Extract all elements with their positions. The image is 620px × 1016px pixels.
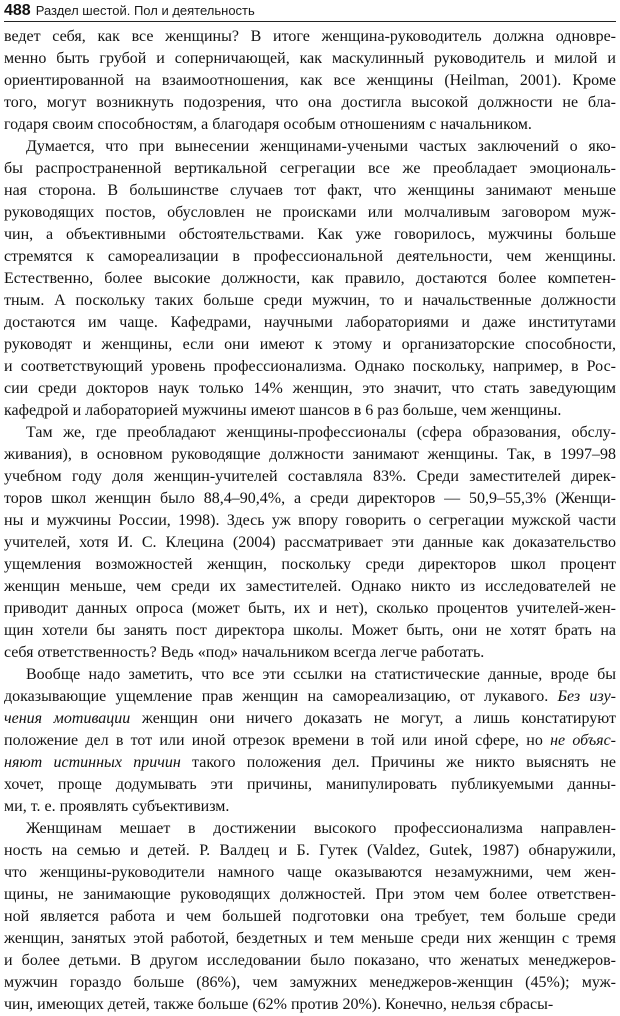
text-line: достаются им чаще. Кафедрами, научными лабораториями и даже институтами — [4, 314, 616, 331]
paragraph — [4, 818, 616, 1016]
paragraph — [4, 26, 616, 136]
text-line: ущемления возможностей женщин, поскольку среди директоров школ процент — [4, 556, 616, 573]
paragraph — [4, 136, 616, 422]
paragraph — [4, 664, 616, 818]
text-line: Думается, что при вынесении женщинами-учеными частых заключений о яко- — [26, 138, 616, 155]
running-header — [4, 2, 255, 22]
text-line: доказывающие ущемление прав женщин на самореализацию, от лукавого. Без изу- — [4, 688, 616, 705]
text-line: Там же, где преобладают женщины-профессионалы (сфера образования, обслу- — [26, 424, 616, 441]
text-line: ная сторона. В большинстве случаев тот факт, что женщины занимают меньше — [4, 182, 616, 199]
text-line: и более детьми. В другом исследовании было показано, что женатых менеджеров- — [4, 952, 616, 969]
text-line: Вообще надо заметить, что все эти ссылки на статистические данные, вроде бы — [26, 666, 616, 683]
text-line: щины, не занимающие руководящих должностей. При этом чем более ответствен- — [4, 886, 616, 903]
text-line: и соответствующий уровень профессионализма. Однако поскольку, например, в Рос- — [4, 358, 616, 375]
text-line: положение дел в тот или иной отрезок времени в той или иной сфере, но не объяс- — [4, 732, 617, 749]
text-line: себя ответственность? Ведь «под» начальником всегда легче работать. — [4, 644, 485, 661]
text-line: женщин меньше, чем среди их заместителей. Однако никто из исследователей не — [4, 578, 616, 595]
text-line: руководят и женщины, если они имеют к этому и организаторские способности, — [4, 336, 616, 353]
text-line: того, могут возникнуть подозрения, что она достигла высокой должности не бла- — [4, 94, 616, 111]
text-line: руководящих постов, обусловлен не происками или молчаливым заговором муж- — [4, 204, 616, 221]
section-title: Раздел шестой. Пол и деятельность — [35, 3, 255, 18]
text-line: тным. А поскольку таких больше среди мужчин, то и начальственные должности — [4, 292, 616, 309]
text-line: ведет себя, как все женщины? В итоге женщина-руководитель должна одновре- — [4, 28, 616, 45]
text-line: чения мотивации женщин они ничего доказать не могут, а лишь констатируют — [4, 710, 616, 727]
text-line: сии среди докторов наук только 14% женщин, это значит, что стать заведующим — [4, 380, 616, 397]
text-line: что женщины-руководители намного чаще оказываются незамужними, чем жен- — [4, 864, 616, 881]
text-line: хочет, проще додумывать эти причины, манипулировать публикуемыми данны- — [4, 776, 616, 793]
body-text — [4, 26, 616, 1016]
text-line: менно быть грубой и соперничающей, как маскулинный руководитель и милой и — [4, 50, 616, 67]
text-line: ми, т. е. проявлять субъективизм. — [4, 798, 230, 815]
text-line: торов школ женщин было 88,4–90,4%, а среди директоров — 50,9–55,3% (Женщи- — [4, 490, 616, 507]
text-line: ны и мужчины России, 1998). Здесь уж впору говорить о сегрегации мужской части — [4, 512, 616, 529]
page-number: 488 — [4, 2, 31, 19]
text-line: чин, имеющих детей, также больше (62% против 20%). Конечно, нельзя сбрасы- — [4, 996, 554, 1013]
header-divider — [4, 21, 616, 22]
text-line: няют истинных причин такого положения дел. Причины же никто выяснять не — [4, 754, 616, 771]
text-line: ность на семью и детей. Р. Валдец и Б. Гутек (Valdez, Gutek, 1987) обнаружили, — [4, 842, 616, 859]
text-line: учебном году доля женщин-учителей составляла 83%. Среди заместителей дирек- — [4, 468, 616, 485]
text-line: живания), в основном руководящие должности занимают женщины. Так, в 1997–98 — [4, 446, 616, 463]
text-line: бы распространенной вертикальной сегрегации все же преобладает эмоциональ- — [4, 160, 616, 177]
paragraph — [4, 422, 616, 664]
text-line: мужчин гораздо больше (86%), чем замужних менеджеров-женщин (45%); муж- — [4, 974, 616, 991]
text-line: ориентированной на взаимоотношения, как все женщины (Heilman, 2001). Кроме — [4, 72, 616, 89]
text-line: кафедрой и лабораторией мужчины имеют шансов в 6 раз больше, чем женщины. — [4, 402, 562, 419]
text-line: щин хотели бы занять пост директора школы. Может быть, они не хотят брать на — [4, 622, 616, 639]
text-line: приводит данных опроса (может быть, их и нет), сколько процентов учителей-жен- — [4, 600, 616, 617]
text-line: женщин, занятых этой работой, бездетных и тем меньше среди них женщин с тремя — [4, 930, 616, 947]
text-line: Естественно, более высокие должности, как правило, достаются более компетен- — [4, 270, 616, 287]
text-line: ной является работа и чем большей подготовки она требует, тем больше среди — [4, 908, 616, 925]
text-line: стремятся к самореализации в профессиональной деятельности, чем женщины. — [4, 248, 616, 265]
text-line: чин, а объективными обстоятельствами. Как уже говорилось, мужчины больше — [4, 226, 616, 243]
text-line: учителей, хотя И. С. Клецина (2004) рассматривает эти данные как доказательство — [4, 534, 616, 551]
text-line: Женщинам мешает в достижении высокого профессионализма направлен- — [26, 820, 616, 837]
text-line: годаря своим способностям, а благодаря особым отношениям с начальником. — [4, 116, 532, 133]
